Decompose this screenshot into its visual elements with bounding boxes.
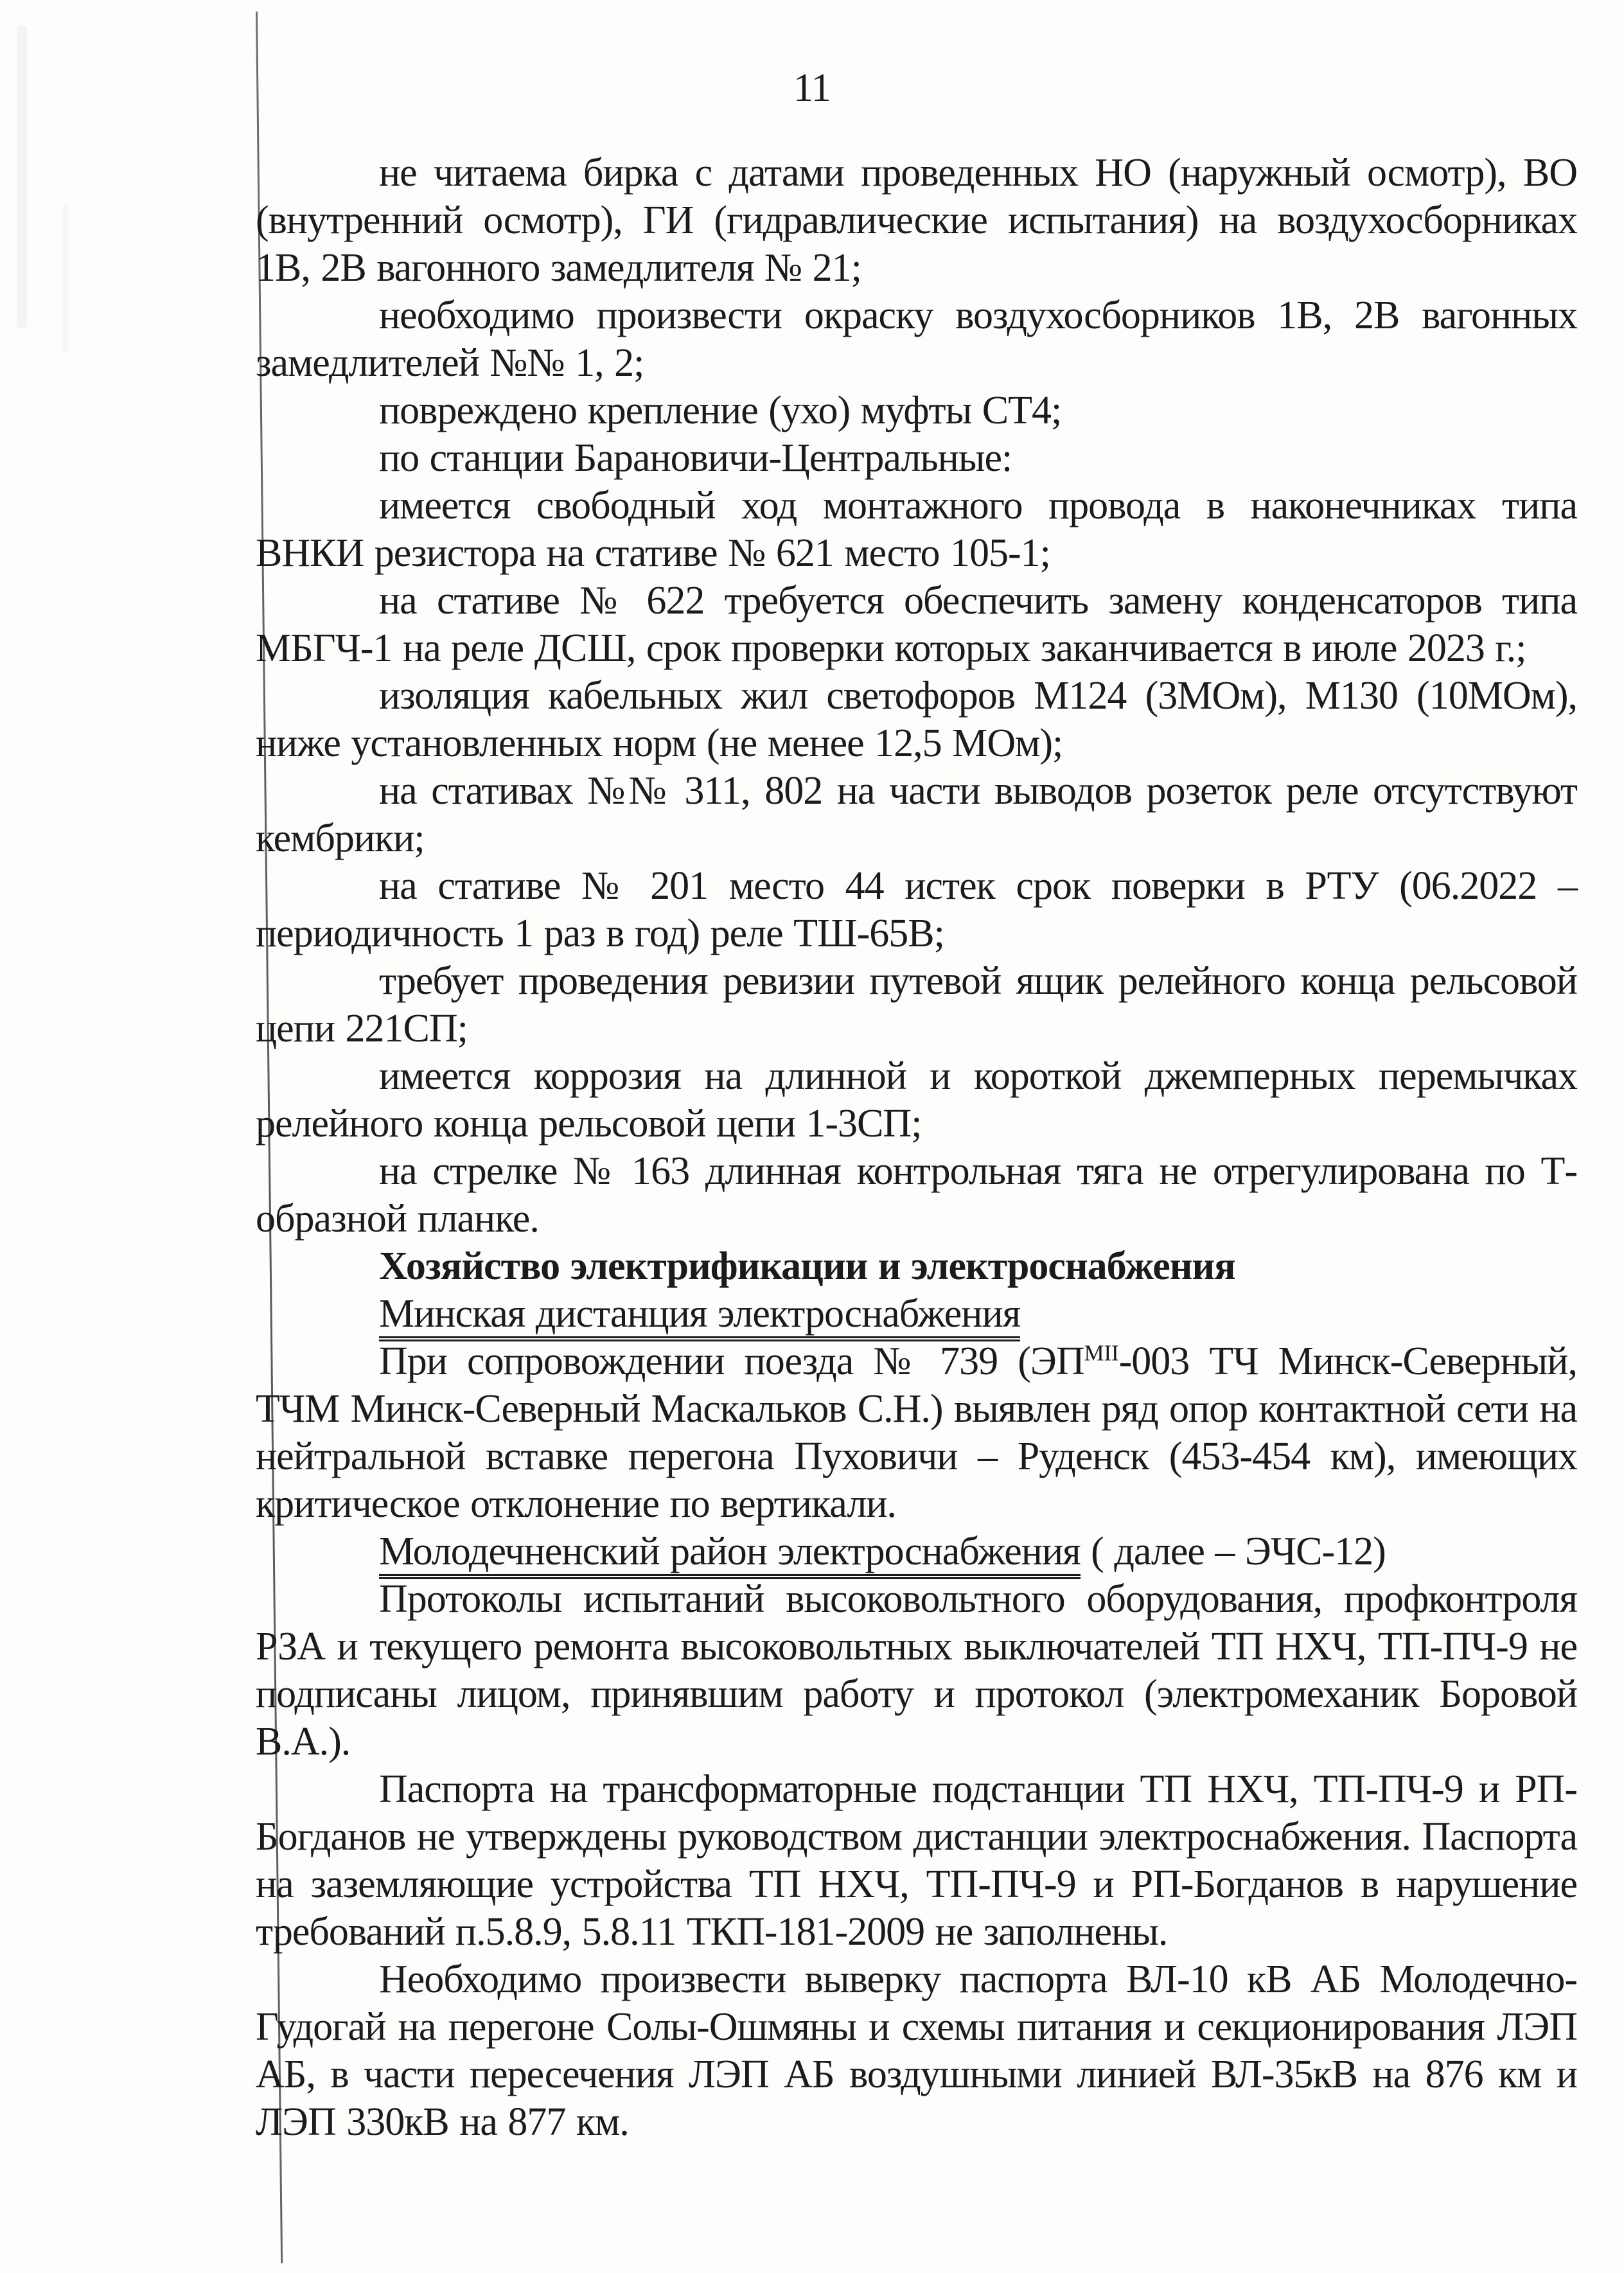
defect-item-paragraph: на стрелке № 163 длинная контрольная тяга не отрегулирована по Т-образной планке. bbox=[256, 1149, 1577, 1241]
train-escort-paragraph bbox=[256, 1338, 1577, 1528]
document-body bbox=[256, 149, 1577, 2146]
defect-item-paragraph: повреждено крепление (ухо) муфты СТ4; bbox=[379, 389, 1062, 432]
defect-item-paragraph: имеется свободный ход монтажного провода в наконечниках типа ВНКИ резистора на стативе № 621 место 105-1; bbox=[256, 484, 1577, 575]
defect-item-paragraph: Необходимо произвести выверку паспорта ВЛ-10 кВ АБ Молодечно-Гудогай на перегоне Солы-Ошмяны и схемы питания и секционирования ЛЭП АБ, в части пересечения ЛЭП АБ воздушными линией ВЛ-35кВ на 876 км и ЛЭП 330кВ на 877 км. bbox=[256, 1958, 1577, 2144]
defect-item-paragraph: на стативе № 201 место 44 истек срок поверки в РТУ (06.2022 – периодичность 1 раз в год) реле ТШ-65В; bbox=[256, 864, 1577, 955]
defect-item-paragraph: на стативах №№ 311, 802 на части выводов розеток реле отсутствуют кембрики; bbox=[256, 769, 1577, 860]
defect-item-paragraph: имеется коррозия на длинной и короткой джемперных перемычках релейного конца рельсовой цепи 1-3СП; bbox=[256, 1054, 1577, 1145]
defect-item-paragraph: Паспорта на трансформаторные подстанции ТП НХЧ, ТП-ПЧ-9 и РП-Богданов не утверждены руководством дистанции электроснабжения. Паспорта на заземляющие устройства ТП НХЧ, ТП-ПЧ-9 и РП-Богданов в нарушение требований п.5.8.9, 5.8.11 ТКП-181-2009 не заполнены. bbox=[256, 1767, 1577, 1954]
defect-item-paragraph: Протоколы испытаний высоковольтного оборудования, профконтроля РЗА и текущего ремонта высоковольтных выключателей ТП НХЧ, ТП-ПЧ-9 не подписаны лицом, принявшим работу и протокол (электромеханик Боровой В.А.). bbox=[256, 1577, 1577, 1764]
defect-item-paragraph: изоляция кабельных жил светофоров М124 (3МОм), М130 (10МОм), ниже установленных норм (не менее 12,5 МОм); bbox=[256, 674, 1577, 765]
subsection-heading-minsk-distance bbox=[256, 1290, 1577, 1338]
superscript-text: МII bbox=[1084, 1340, 1119, 1366]
text-run: -003 ТЧ Минск-Северный, ТЧМ Минск-Северный Маскальков С.Н.) выявлен ряд опор контактной сети на нейтральной вставке перегона Пуховичи – Руденск (453-454 км), имеющих критическое отклонение по вертикали. bbox=[256, 1340, 1577, 1526]
scan-artifact-streak bbox=[62, 206, 68, 353]
defect-item-paragraph: не читаема бирка с датами проведенных НО (наружный осмотр), ВО (внутренний осмотр), ГИ (гидравлические испытания) на воздухосборниках 1В, 2В вагонного замедлителя № 21; bbox=[256, 151, 1577, 290]
section-heading-electrification: Хозяйство электрификации и электроснабжения bbox=[379, 1244, 1235, 1288]
defect-item-paragraph: необходимо произвести окраску воздухосборников 1В, 2В вагонных замедлителей №№ 1, 2; bbox=[256, 294, 1577, 385]
underlined-heading-text: Минская дистанция электроснабжения bbox=[379, 1292, 1020, 1341]
subsection-heading-molodechno-district bbox=[256, 1528, 1577, 1575]
text-run: При сопровождении поезда № 739 (ЭП bbox=[379, 1340, 1084, 1383]
text-run: ( далее – ЭЧС-12) bbox=[1080, 1530, 1386, 1573]
defect-item-paragraph: на стативе № 622 требуется обеспечить замену конденсаторов типа МБГЧ-1 на реле ДСШ, срок проверки которых заканчивается в июле 2023 г.; bbox=[256, 579, 1577, 670]
defect-item-paragraph: требует проведения ревизии путевой ящик релейного конца рельсовой цепи 221СП; bbox=[256, 959, 1577, 1050]
underlined-heading-text: Молодечненский район электроснабжения bbox=[379, 1530, 1081, 1579]
station-heading-paragraph: по станции Барановичи-Центральные: bbox=[379, 436, 1012, 480]
page-number: 11 bbox=[793, 66, 831, 110]
